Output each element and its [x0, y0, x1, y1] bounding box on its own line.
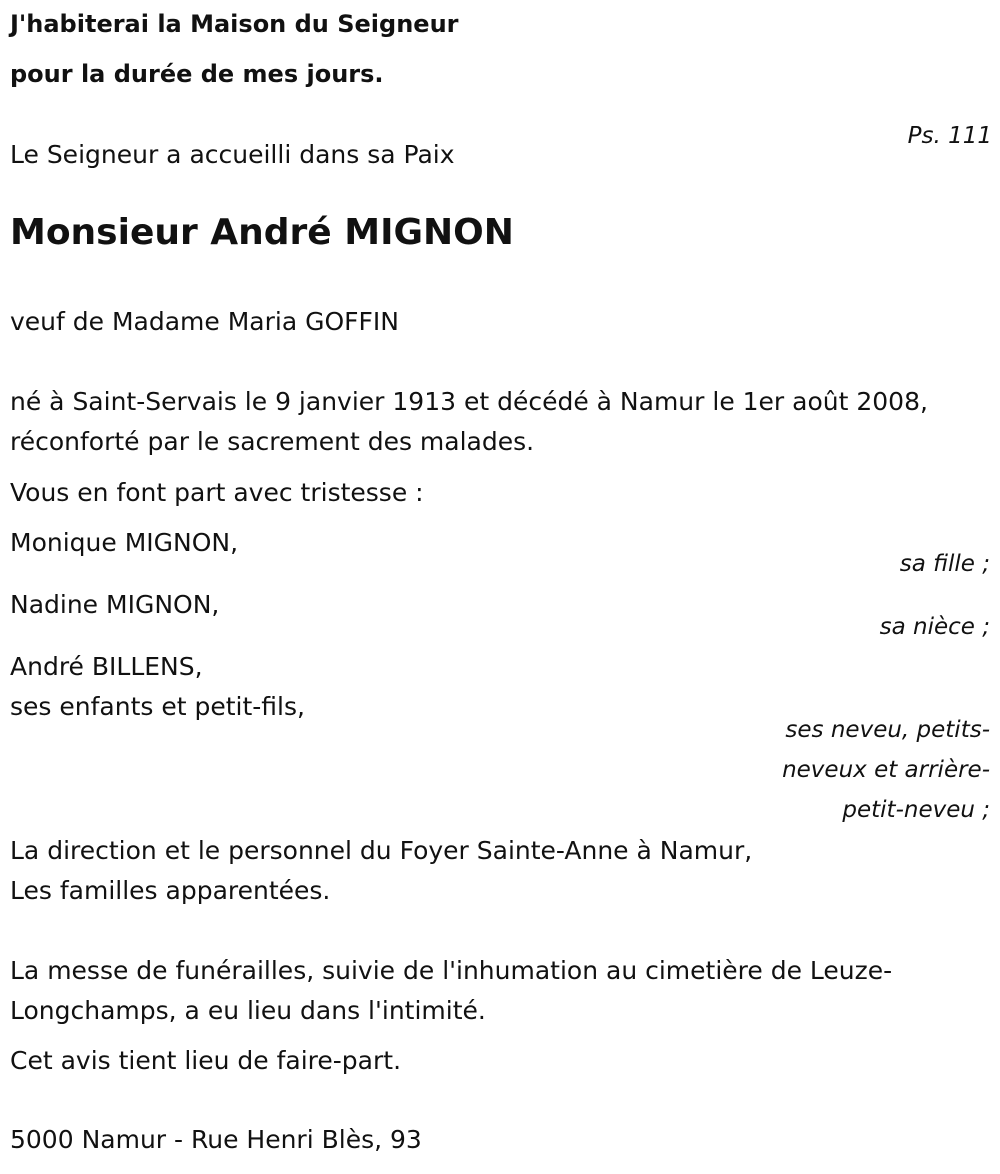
- funeral-line-2: Longchamps, a eu lieu dans l'intimité.: [10, 996, 486, 1025]
- mourner-relation-line: ses neveu, petits-: [785, 717, 990, 743]
- others-line-1: La direction et le personnel du Foyer Sainte-Anne à Namur,: [10, 836, 753, 865]
- birth-death-line-2: réconforté par le sacrement des malades.: [10, 427, 535, 456]
- mourner-name: André BILLENS,: [10, 652, 203, 681]
- verse-line-2: pour la durée de mes jours.: [10, 60, 384, 88]
- psalm-reference: Ps. 111: [907, 123, 992, 149]
- mourner-name: Monique MIGNON,: [10, 528, 239, 557]
- notice-text: Cet avis tient lieu de faire-part.: [10, 1046, 402, 1075]
- address: 5000 Namur - Rue Henri Blès, 93: [10, 1125, 422, 1154]
- mourner-name: Nadine MIGNON,: [10, 590, 220, 619]
- mourner-relation: sa fille ;: [899, 551, 990, 577]
- mourner-name-line-2: ses enfants et petit-fils,: [10, 692, 305, 721]
- birth-death-line-1: né à Saint-Servais le 9 janvier 1913 et décédé à Namur le 1er août 2008,: [10, 387, 928, 416]
- intro-text: Le Seigneur a accueilli dans sa Paix: [10, 140, 455, 169]
- announcement: Vous en font part avec tristesse :: [10, 478, 424, 507]
- mourner-relation-line: neveux et arrière-: [782, 757, 990, 783]
- others-line-2: Les familles apparentées.: [10, 876, 331, 905]
- deceased-name: Monsieur André MIGNON: [10, 212, 514, 253]
- mourner-relation-line: petit-neveu ;: [842, 797, 990, 823]
- verse-line-1: J'habiterai la Maison du Seigneur: [10, 10, 459, 38]
- widower-of: veuf de Madame Maria GOFFIN: [10, 307, 399, 336]
- mourner-relation: sa nièce ;: [879, 614, 990, 640]
- funeral-line-1: La messe de funérailles, suivie de l'inhumation au cimetière de Leuze-: [10, 956, 893, 985]
